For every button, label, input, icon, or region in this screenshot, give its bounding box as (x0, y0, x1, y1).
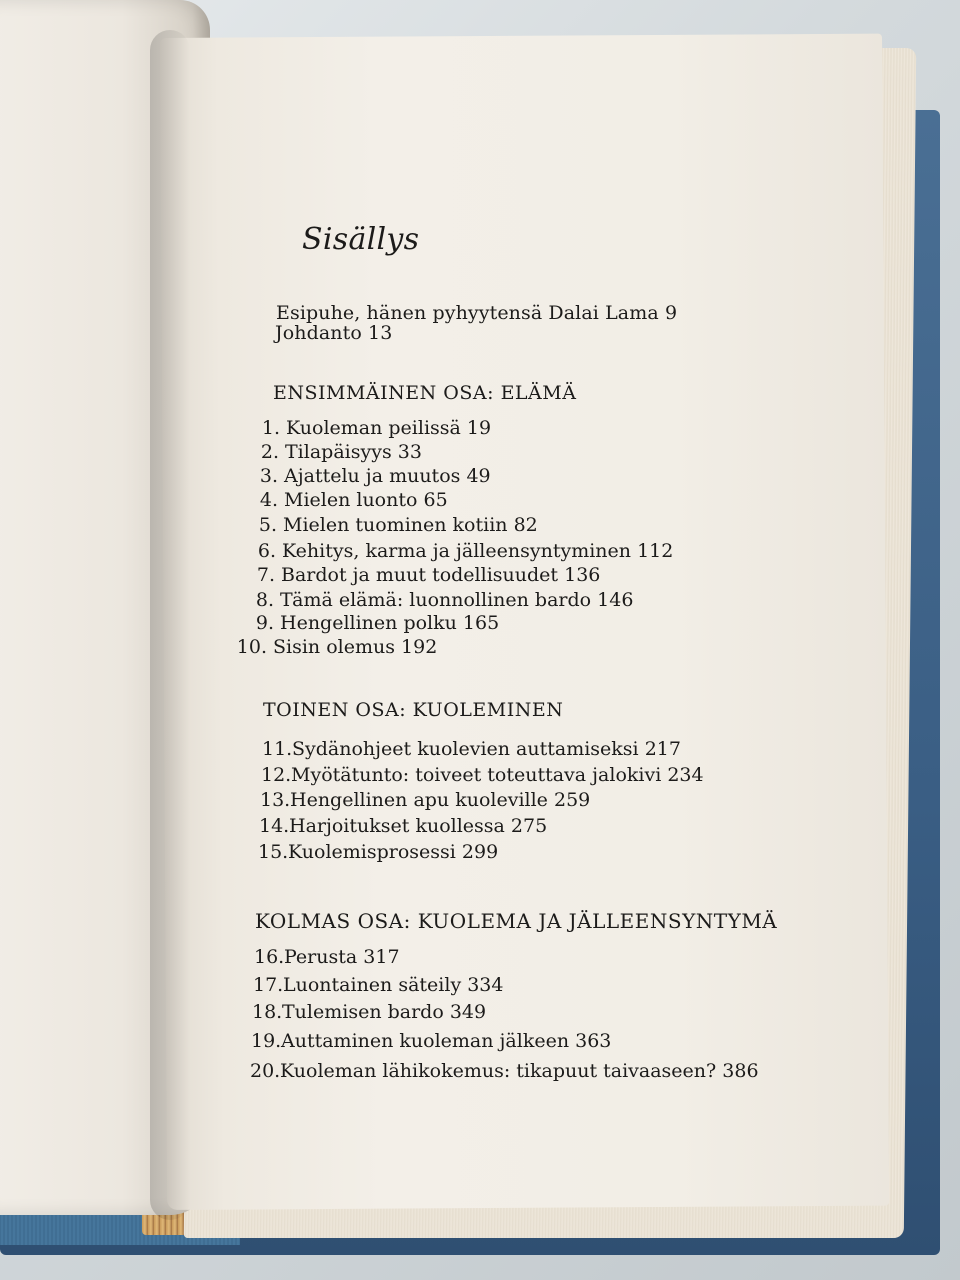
section-heading: TOINEN OSA: KUOLEMINEN (263, 699, 564, 721)
toc-item: 3. Ajattelu ja muutos 49 (259, 465, 491, 487)
toc-item: 5. Mielen tuominen kotiin 82 (258, 514, 538, 536)
toc-item: 17.Luontainen säteily 334 (253, 974, 504, 996)
entry-label: Johdanto (275, 322, 362, 344)
toc-item: 4. Mielen luonto 65 (259, 489, 448, 511)
toc-item: 2. Tilapäisyys 33 (260, 441, 422, 463)
toc-item: 1. Kuoleman peilissä 19 (261, 417, 492, 439)
entry-page-number: 9 (664, 302, 678, 324)
front-matter-item (276, 302, 677, 324)
toc-item: 8. Tämä elämä: luonnollinen bardo 146 (255, 589, 634, 611)
toc-item: 18.Tulemisen bardo 349 (252, 1001, 487, 1023)
toc-item: 19.Auttaminen kuoleman jälkeen 363 (251, 1030, 612, 1052)
section-heading: KOLMAS OSA: KUOLEMA JA JÄLLEENSYNTYMÄ (255, 909, 778, 933)
toc-item: 14.Harjoitukset kuollessa 275 (259, 815, 548, 837)
page-title: Sisällys (302, 222, 420, 257)
entry-label: Esipuhe, hänen pyhyytensä Dalai Lama (276, 302, 659, 324)
entry-page-number: 13 (368, 322, 393, 344)
toc-item: 9. Hengellinen polku 165 (255, 612, 500, 634)
toc-item: 6. Kehitys, karma ja jälleensyntyminen 112 (257, 540, 674, 562)
toc-item: 13.Hengellinen apu kuoleville 259 (260, 789, 591, 811)
toc-item: 7. Bardot ja muut todellisuudet 136 (256, 564, 601, 586)
section-heading: ENSIMMÄINEN OSA: ELÄMÄ (273, 382, 577, 404)
toc-item: 15.Kuolemisprosessi 299 (258, 841, 499, 863)
toc-item: 10. Sisin olemus 192 (236, 636, 438, 658)
toc-item: 11.Sydänohjeet kuolevien auttamiseksi 217 (262, 738, 681, 760)
toc-item: 20.Kuoleman lähikokemus: tikapuut taivaaseen? 386 (250, 1060, 759, 1082)
toc-item: 16.Perusta 317 (254, 946, 400, 968)
toc-item: 12.Myötätunto: toiveet toteuttava jalokivi 234 (261, 764, 704, 786)
front-matter-item (275, 322, 392, 344)
